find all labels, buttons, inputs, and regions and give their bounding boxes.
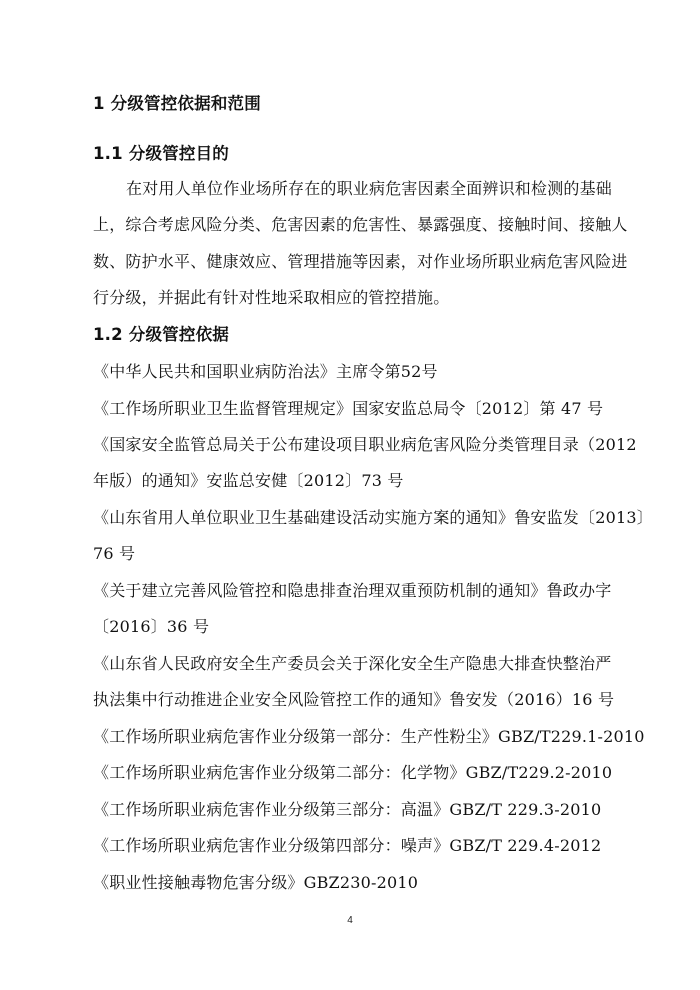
reference-line: 《国家安全监管总局关于公布建设项目职业病危害风险分类管理目录（2012 xyxy=(93,435,637,454)
reference-line: 《山东省用人单位职业卫生基础建设活动实施方案的通知》鲁安监发〔2013〕 xyxy=(93,508,653,527)
reference-line: 〔2016〕36 号 xyxy=(93,617,210,636)
reference-line: 76 号 xyxy=(93,544,136,563)
reference-line: 《中华人民共和国职业病防治法》主席令第52号 xyxy=(93,362,438,381)
paragraph-line: 在对用人单位作业场所存在的职业病危害因素全面辨识和检测的基础 xyxy=(126,179,613,198)
section-1-heading: 1 分级管控依据和范围 xyxy=(93,94,261,113)
section-1-2-heading: 1.2 分级管控依据 xyxy=(93,325,229,344)
reference-line: 《工作场所职业病危害作业分级第一部分：生产性粉尘》GBZ/T229.1-2010 xyxy=(93,727,645,746)
paragraph-line: 行分级，并据此有针对性地采取相应的管控措施。 xyxy=(93,288,450,307)
paragraph-line: 数、防护水平、健康效应、管理措施等因素，对作业场所职业病危害风险进 xyxy=(93,252,628,271)
reference-line: 《工作场所职业病危害作业分级第三部分：高温》GBZ/T 229.3-2010 xyxy=(93,800,602,819)
section-1-1-heading: 1.1 分级管控目的 xyxy=(93,144,229,163)
reference-line: 《关于建立完善风险管控和隐患排查治理双重预防机制的通知》鲁政办字 xyxy=(93,581,612,600)
paragraph-line: 上，综合考虑风险分类、危害因素的危害性、暴露强度、接触时间、接触人 xyxy=(93,215,628,234)
reference-line: 年版）的通知》安监总安健〔2012〕73 号 xyxy=(93,471,404,490)
reference-line: 《山东省人民政府安全生产委员会关于深化安全生产隐患大排查快整治严 xyxy=(93,654,612,673)
reference-line: 《工作场所职业病危害作业分级第二部分：化学物》GBZ/T229.2-2010 xyxy=(93,763,613,782)
reference-line: 《工作场所职业卫生监督管理规定》国家安监总局令〔2012〕第 47 号 xyxy=(93,399,604,418)
reference-line: 《工作场所职业病危害作业分级第四部分：噪声》GBZ/T 229.4-2012 xyxy=(93,836,602,855)
page-number: 4 xyxy=(347,915,353,926)
reference-line: 执法集中行动推进企业安全风险管控工作的通知》鲁安发（2016）16 号 xyxy=(93,690,615,709)
reference-line: 《职业性接触毒物危害分级》GBZ230-2010 xyxy=(93,873,419,892)
